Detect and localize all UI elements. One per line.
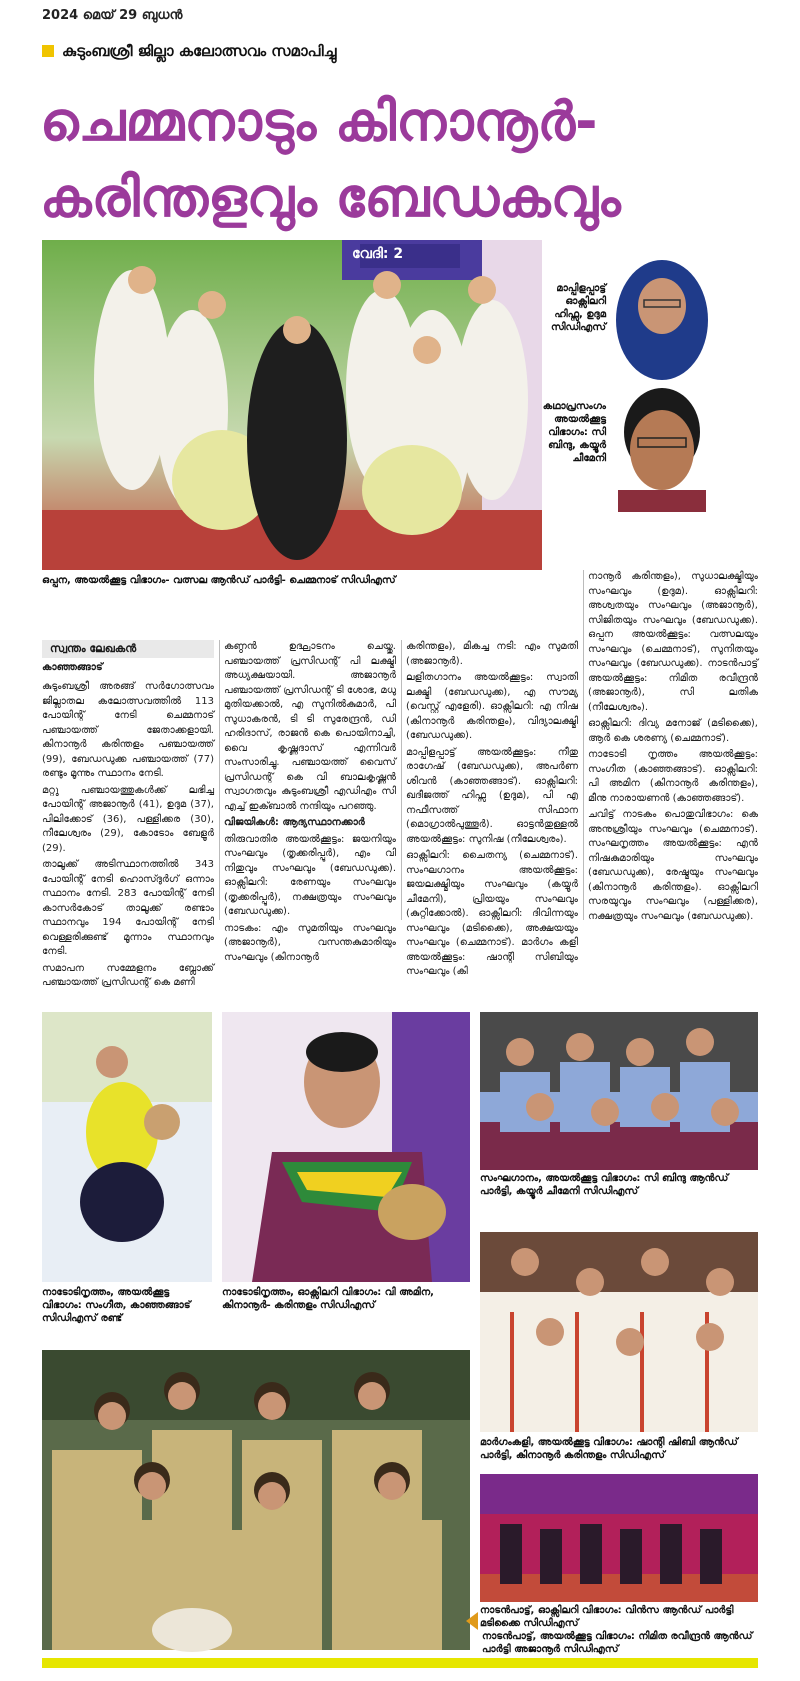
column-rule <box>583 570 584 920</box>
col1-paragraph: സമാപന സമ്മേളനം ബ്ലോക്ക് പഞ്ചായത്ത് പ്രസിഡന്റ് കെ മണി <box>42 962 214 988</box>
col1-paragraph: മറ്റു പഞ്ചായത്തുകൾക്ക് ലഭിച്ച പോയിന്റ് അജാനൂർ (41), ഉദുമ (37), പിലിക്കോട് (36), പള്ളിക്കര (30), നീലേശ്വരം (29), കോടോം ബേളൂർ (29). <box>42 784 214 854</box>
article-column-1 <box>42 680 214 988</box>
kicker-square-icon <box>42 45 54 57</box>
issue-date: 2024 മെയ് 29 ബുധൻ <box>42 8 183 23</box>
col1-paragraph: കുടുംബശ്രീ അരങ്ങ് സർഗോത്സവം ജില്ലാതല കലോത്സവത്തിൽ 113 പോയിന്റ് നേടി ചെമ്മനാട് പഞ്ചായത്ത് ജേതാക്കളായി. കിനാനൂർ കരിന്തളം പഞ്ചായത്ത് (99), ബേഡഡുക്ക പഞ്ചായത്ത് (77) രണ്ടും മൂന്നും സ്ഥാനം നേടി. <box>42 681 214 779</box>
group4-photo <box>480 1474 758 1602</box>
headline-line2: കരിന്തളവും ബേഡകവും <box>40 166 621 229</box>
col4-paragraph: നാനൂർ കരിന്തളം), സുധാലക്ഷ്മിയും സംഘവും (ഉദുമ). ഓക്സിലറി: അശ്വതയും സംഘവും (അജാനൂർ), സിജിതയും സംഘവും (ബേഡഡുക്ക). ഒപ്പന അയൽക്കൂട്ടം: വത്സലയും സംഘവും (ചെമ്മനാട്), സുനിതയും സംഘവും (ബേഡഡുക്ക). നാടൻപാട്ട് അയൽക്കൂട്ടം: നിമിത രവീന്ദ്രൻ (അജാനൂർ), സി ലതിക (നീലേശ്വരം). <box>588 571 758 713</box>
col3-paragraph: കരിന്തളം), മികച്ച നടി: എം സുമതി (അജാനൂർ). <box>406 641 578 667</box>
column-rule <box>219 640 220 920</box>
col2-paragraph: കണ്ഠൻ ഉദ്ഘാടനം ചെയ്തു. പഞ്ചായത്ത് പ്രസിഡന്റ് പി ലക്ഷ്മി അധ്യക്ഷയായി. അജാനൂർ പഞ്ചായത്ത് പ്രസിഡന്റ് ടി ശോഭ, മധു മുതിയക്കാൽ, എ സുനിൽകുമാർ, പി സുധാകരൻ, ടി ടി സുരേന്ദ്രൻ, ഡി ഹരിദാസ്, രാജൻ കെ പൊയിനാച്ചി, വൈ കൃഷ്ണദാസ് എന്നിവർ സംസാരിച്ചു. പഞ്ചായത്ത് വൈസ് പ്രസിഡന്റ് കെ വി ബാലകൃഷ്ണൻ സ്വാഗതവും കുടുംബശ്രീ എഡിഎം സി എച്ച് ഇക്ബാൽ നന്ദിയും പറഞ്ഞു. <box>224 641 396 812</box>
col4-paragraph: നാടോടി നൃത്തം അയൽക്കൂട്ടം: സംഗീത (കാഞ്ഞങ്ങാട്). ഓക്സിലറി: പി അമിന (കിനാനൂർ കരിന്തളം), മീനു നാരായണൻ (കാഞ്ഞങ്ങാട്). <box>588 749 758 804</box>
headline <box>40 84 740 236</box>
group1-photo <box>480 1012 758 1170</box>
col2-paragraph: തിരുവാതിര അയൽക്കൂട്ടം: ജയനിയും സംഘവും (തൃക്കരിപ്പൂർ), എം വി നിതുവും സംഘവും (ബേഡഡുക്ക). ഓക്സിലറി: രേണയും സംഘവും (തൃക്കരിപ്പൂർ), നക്ഷത്രയും സംഘവും (ബേഡഡുക്ക). <box>224 833 396 917</box>
col3-paragraph: ലളിതഗാനം അയൽക്കൂട്ടം: സ്വാതി ലക്ഷ്മി (ബേഡഡുക്ക), എ സൗമ്യ (വെസ്റ്റ് എളേരി). ഓക്സിലറി: എ നിഷ (കിനാനൂർ കരിന്തളം), വിദ്യാലക്ഷ്മി (ബേഡഡുക്ക). <box>406 672 578 741</box>
group3-photo <box>42 1350 470 1650</box>
col4-paragraph: ഓക്സിലറി: ദിവ്യ മനോജ് (മടിക്കൈ), ആർ കെ ശരണ്യ (ചെമ്മനാട്). <box>588 718 758 744</box>
portrait2-photo <box>608 382 716 512</box>
col2-paragraph: വിജയികൾ: ആദ്യസ്ഥാനക്കാർ <box>224 817 365 828</box>
col3-paragraph: മാപ്പിളപ്പാട്ട് അയൽക്കൂട്ടം: നീതു രാഗേഷ് (ബേഡഡുക്ക), അപർണ ശിവൻ (കാഞ്ഞങ്ങാട്). ഓക്സിലറി: ഖദീജത്ത് ഹിഫ്സ (ഉദുമ), പി എ നഫീസത്ത് സിഫാന (മൊഗ്രാൽപുത്തൂർ). ഓട്ടൻതുള്ളൽ അയൽക്കൂട്ടം: സുനിഷ (നീലേശ്വരം). <box>406 746 578 845</box>
main-photo-caption: ഒപ്പന, അയൽക്കൂട്ട വിഭാഗം- വത്സല ആൻഡ് പാർട്ടി- ചെമ്മനാട് സിഡിഎസ് <box>42 575 396 586</box>
portrait2-caption: കഥാപ്രസംഗം അയൽക്കൂട്ട വിഭാഗം: സി ബിന്ദു, കയ്യൂർ ചീമേനി <box>542 401 606 464</box>
group2-caption: മാർഗംകളി, അയൽക്കൂട്ട വിഭാഗം: ഷാന്റി ഷിബി ആൻഡ് പാർട്ടി, കിനാനൂർ കരിന്തളം സിഡിഎസ് <box>480 1437 738 1461</box>
headline-line1: ചെമ്മനാടും കിനാനൂർ- <box>40 90 598 153</box>
column-rule <box>401 640 402 920</box>
article-column-3 <box>406 640 578 977</box>
stage-banner: വേദി: 2 <box>352 246 404 262</box>
dance2-caption: നാടോടിനൃത്തം, ഓക്സിലറി വിഭാഗം: വി അമിന, കിനാനൂർ- കരിന്തളം സിഡിഎസ് <box>222 1287 434 1311</box>
dateline-place: കാഞ്ഞങ്ങാട് <box>42 662 103 673</box>
col2-paragraph: നാടകം: എം സുമതിയും സംഘവും (അജാനൂർ), വസന്തകുമാരിയും സംഘവും (കിനാനൂർ <box>224 922 396 963</box>
main-photo <box>42 240 542 570</box>
kicker <box>42 42 336 60</box>
kicker-text: കുടുംബശ്രീ ജില്ലാ കലോത്സവം സമാപിച്ചു <box>62 42 337 60</box>
group1-caption: സംഘഗാനം, അയൽക്കൂട്ട വിഭാഗം: സി ബിന്ദു ആൻഡ് പാർട്ടി, കയ്യൂർ ചീമേനി സിഡിഎസ് <box>480 1173 729 1197</box>
col1-paragraph: താലൂക്ക് അടിസ്ഥാനത്തിൽ 343 പോയിന്റ് നേടി ഹൊസ്ദുർഗ് ഒന്നാം സ്ഥാനം നേടി. 283 പോയിന്റ് നേടി കാസർകോട് താലൂക്ക് രണ്ടാം സ്ഥാനവും 194 പോയിന്റ് നേടി വെള്ളരിക്കുണ്ട് മൂന്നാം സ്ഥാനവും നേടി. <box>42 859 214 957</box>
dance1-photo <box>42 1012 212 1282</box>
bottom-bar <box>42 1658 758 1668</box>
byline: സ്വന്തം ലേഖകൻ <box>42 640 214 658</box>
article-column-4 <box>588 570 758 920</box>
dance2-photo <box>222 1012 470 1282</box>
group4-caption: നാടൻപാട്ട്, അയൽക്കൂട്ട വിഭാഗം: നിമിത രവീന്ദ്രൻ ആൻഡ് പാർട്ടി അജാനൂർ സിഡിഎസ് <box>482 1631 753 1655</box>
group3-caption: നാടൻപാട്ട്, ഓക്സിലറി വിഭാഗം: വിൻസ ആൻഡ് പാർട്ടി മടിക്കൈ സിഡിഎസ് <box>480 1605 734 1629</box>
article-column-2 <box>224 640 396 963</box>
dance1-caption: നാടോടിനൃത്തം, അയൽക്കൂട്ട വിഭാഗം: സംഗീത, കാഞ്ഞങ്ങാട് സിഡിഎസ് രണ്ട് <box>42 1287 191 1324</box>
col4-paragraph: ചവിട്ട് നാടകം പൊതുവിഭാഗം: കെ അനുശ്രീയും സംഘവും (ചെമ്മനാട്). സംഘനൃത്തം അയൽക്കൂട്ടം: എൻ നിഷകുമാരിയും സംഘവും (ബേഡഡുക്ക), രേഷ്മയും സംഘവും (കിനാനൂർ കരിന്തളം). ഓക്സിലറി സരയുവും സംഘവും (പള്ളിക്കര), നക്ഷത്രയും സംഘവും (ബേഡഡുക്ക). <box>588 809 758 922</box>
portrait1-photo <box>608 240 716 368</box>
portrait1-caption: മാപ്പിളപ്പാട്ട് ഓക്സിലറി ഹിഫ്സ, ഉദുമ സിഡിഎസ് <box>550 283 606 333</box>
col3-paragraph: ഓക്സിലറി: ചൈതന്യ (ചെമ്മനാട്). സംഘഗാനം അയൽക്കൂട്ടം: ജയലക്ഷ്മിയും സംഘവും (കയ്യൂർ ചീമേനി), പ്രിയയും സംഘവും (കുറ്റിക്കോൽ). ഓക്സിലറി: ദിവിന്നയും സംഘവും (മടിക്കൈ), അക്ഷയയും സംഘവും (ചെമ്മനാട്). മാർഗം കളി അയൽക്കൂട്ടം: ഷാന്റി സിബിയും സംഘവും (കി <box>406 850 578 977</box>
arrow-left-icon <box>466 1612 478 1630</box>
group2-photo <box>480 1232 758 1432</box>
